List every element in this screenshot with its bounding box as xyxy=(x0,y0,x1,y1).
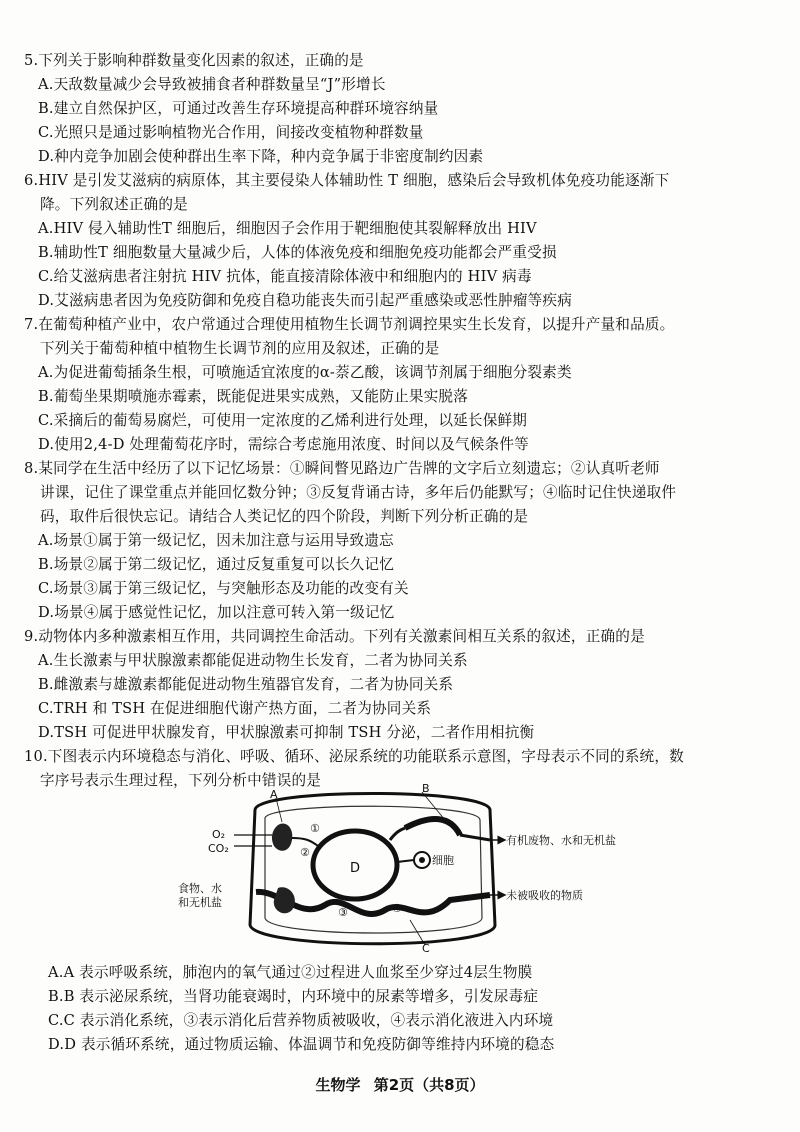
label-process-4: ④ xyxy=(392,902,402,915)
label-food-line2: 和无机盐 xyxy=(178,896,222,909)
label-d: D xyxy=(350,861,361,876)
q10-stem-line1: 10.下图表示内环境稳态与消化、呼吸、循环、泌尿系统的功能联系示意图，字母表示不同的系统，数 xyxy=(24,748,684,765)
q10-option-b: B.B 表示泌尿系统，当肾功能衰竭时，内环境中的尿素等增多，引发尿毒症 xyxy=(48,988,539,1005)
urinary-tube xyxy=(405,819,460,835)
lung-link xyxy=(292,838,318,846)
page-footer xyxy=(0,1074,800,1095)
q5-option-c: C.光照只是通过影响植物光合作用，间接改变植物种群数量 xyxy=(38,124,424,141)
q8-stem-line3: 码，取件后很快忘记。请结合人类记忆的四个阶段，判断下列分析正确的是 xyxy=(40,508,529,525)
q6-option-b: B.辅助性T 细胞数量大量减少后，人体的体液免疫和细胞免疫功能都会严重受损 xyxy=(38,244,557,261)
q5-stem: 5.下列关于影响种群数量变化因素的叙述，正确的是 xyxy=(24,52,364,69)
q6-option-a: A.HIV 侵入辅助性T 细胞后，细胞因子会作用于靶细胞使其裂解释放出 HIV xyxy=(38,220,537,237)
q7-option-c: C.采摘后的葡萄易腐烂，可使用一定浓度的乙烯利进行处理，以延长保鲜期 xyxy=(38,412,528,429)
q9-option-a: A.生长激素与甲状腺激素都能促进动物生长发育，二者为协同关系 xyxy=(38,652,468,669)
cell-link xyxy=(397,860,414,862)
q6-option-c: C.给艾滋病患者注射抗 HIV 抗体，能直接清除体液中和细胞内的 HIV 病毒 xyxy=(38,268,532,285)
label-process-2: ② xyxy=(300,846,310,859)
kidney-link xyxy=(390,828,405,840)
label-process-3: ③ xyxy=(338,906,348,919)
urinary-exit xyxy=(460,835,490,840)
q10-stem-line2: 字序号表示生理过程，下列分析中错误的是 xyxy=(40,772,322,789)
q7-option-a: A.为促进葡萄插条生根，可喷施适宜浓度的α-萘乙酸，该调节剂属于细胞分裂素类 xyxy=(38,364,572,381)
leader-line-a xyxy=(276,798,282,822)
q5-option-d: D.种内竞争加剧会使种群出生率下降，种内竞争属于非密度制约因素 xyxy=(38,148,484,165)
q5-option-b: B.建立自然保护区，可通过改善生存环境提高种群环境容纳量 xyxy=(38,100,439,117)
q6-stem-line2: 降。下列叙述正确的是 xyxy=(40,196,188,213)
q8-option-a: A.场景①属于第一级记忆，因未加注意与运用导致遗忘 xyxy=(38,532,394,549)
q8-stem-line2: 讲课，记住了课堂重点并能回忆数分钟；③反复背诵古诗，多年后仍能默写；④临时记住快递取件 xyxy=(40,484,677,501)
lung-shape xyxy=(272,823,292,850)
q6-stem-line1: 6.HIV 是引发艾滋病的病原体，其主要侵染人体辅助性 T 细胞，感染后会导致机体免疫功能逐渐下 xyxy=(24,172,670,189)
label-cell: 细胞 xyxy=(432,854,454,867)
stomach-shape xyxy=(274,887,295,913)
label-unabsorbed: 未被吸收的物质 xyxy=(506,889,583,902)
q6-option-d: D.艾滋病患者因为免疫防御和免疫自稳功能丧失而引起严重感染或恶性肿瘤等疾病 xyxy=(38,292,573,309)
label-co2: CO₂ xyxy=(208,842,229,855)
q10-option-d: D.D 表示循环系统，通过物质运输、体温调节和免疫防御等维持内环境的稳态 xyxy=(48,1036,555,1053)
label-a: A xyxy=(270,788,278,801)
cell-nucleus xyxy=(419,857,425,863)
label-c: C xyxy=(422,942,430,955)
footer-page-number: 第2页（共8页） xyxy=(373,1076,485,1094)
homeostasis-diagram xyxy=(160,780,630,955)
label-process-1: ① xyxy=(310,822,320,835)
q7-option-d: D.使用2,4-D 处理葡萄花序时，需综合考虑施用浓度、时间以及气候条件等 xyxy=(38,436,529,453)
q9-option-b: B.雌激素与雄激素都能促进动物生殖器官发育，二者为协同关系 xyxy=(38,676,454,693)
q8-option-b: B.场景②属于第二级记忆，通过反复重复可以长久记忆 xyxy=(38,556,395,573)
q10-option-a: A.A 表示呼吸系统，肺泡内的氧气通过②过程进人血浆至少穿过4层生物膜 xyxy=(48,964,533,981)
q7-stem-line2: 下列关于葡萄种植中植物生长调节剂的应用及叙述，正确的是 xyxy=(40,340,440,357)
q8-option-d: D.场景④属于感觉性记忆，加以注意可转入第一级记忆 xyxy=(38,604,395,621)
body-outline xyxy=(250,794,495,944)
q8-stem-line1: 8.某同学在生活中经历了以下记忆场景：①瞬间瞥见路边广告牌的文字后立刻遗忘；②认真听老师 xyxy=(24,460,660,477)
q9-option-d: D.TSH 可促进甲状腺发育，甲状腺激素可抑制 TSH 分泌，二者作用相抗衡 xyxy=(38,724,535,741)
label-o2: O₂ xyxy=(212,828,226,841)
label-waste: 有机废物、水和无机盐 xyxy=(506,834,616,847)
footer-subject: 生物学 xyxy=(315,1076,361,1094)
q9-stem: 9.动物体内多种激素相互作用，共同调控生命活动。下列有关激素间相互关系的叙述，正确的是 xyxy=(24,628,645,645)
label-food-line1: 食物、水 xyxy=(178,882,222,895)
q10-option-c: C.C 表示消化系统，③表示消化后营养物质被吸收，④表示消化液进入内环境 xyxy=(48,1012,554,1029)
q9-option-c: C.TRH 和 TSH 在促进细胞代谢产热方面，二者为协同关系 xyxy=(38,700,432,717)
q5-option-a: A.天敌数量减少会导致被捕食者种群数量呈“J”形增长 xyxy=(38,76,386,93)
q7-option-b: B.葡萄坐果期喷施赤霉素，既能促进果实成熟，又能防止果实脱落 xyxy=(38,388,468,405)
label-b: B xyxy=(422,782,430,795)
q8-option-c: C.场景③属于第三级记忆，与突触形态及功能的改变有关 xyxy=(38,580,409,597)
q7-stem-line1: 7.在葡萄种植产业中，农户常通过合理使用植物生长调节剂调控果实生长发育，以提升产量和品质。 xyxy=(24,316,675,333)
